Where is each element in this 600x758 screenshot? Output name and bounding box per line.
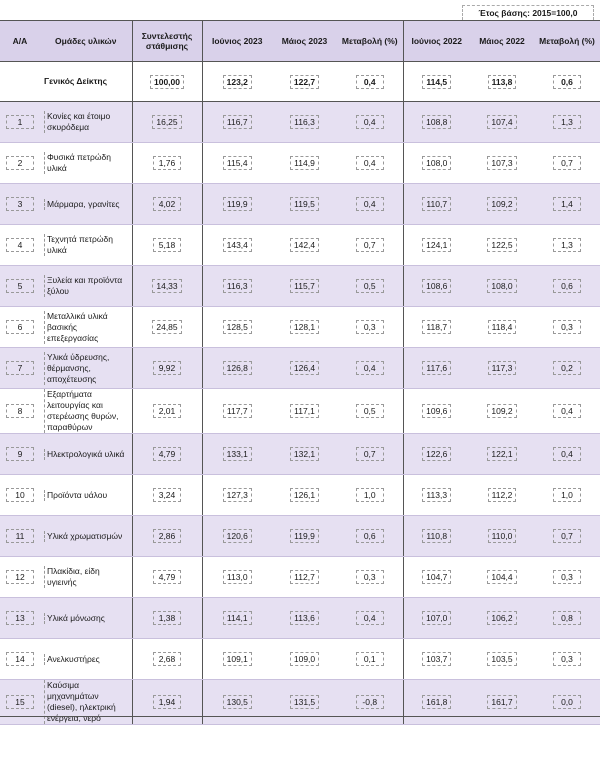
material-group-name: Υλικά χρωματισμών (44, 531, 129, 542)
cell-may-2022: 103,5 (487, 652, 516, 666)
total-may-2023: 122,7 (290, 75, 319, 89)
table-row (0, 225, 600, 266)
cell-weight: 1,94 (153, 695, 181, 709)
material-group-name: Υλικά ύδρευσης, θέρμανσης, αποχέτευσης (44, 352, 129, 385)
cell-june-2022: 103,7 (422, 652, 451, 666)
cell-weight: 9,92 (153, 361, 181, 375)
table-row (0, 680, 600, 725)
cell-change-2022: 0,2 (553, 361, 581, 375)
table-row (0, 184, 600, 225)
cell-june-2022: 117,6 (422, 361, 451, 375)
header-row (0, 21, 600, 62)
header-weight: Συντελεστής στάθμισης (132, 21, 202, 62)
cell-june-2022: 104,7 (422, 570, 451, 584)
total-june-2022: 114,5 (422, 75, 451, 89)
cell-may-2023: 117,1 (290, 404, 319, 418)
row-number: 13 (6, 611, 34, 625)
total-row (0, 62, 600, 102)
row-number: 5 (6, 279, 34, 293)
cell-change-2023: 0,1 (356, 652, 384, 666)
cell-change-2023: 0,5 (356, 279, 384, 293)
cell-may-2022: 122,1 (487, 447, 516, 461)
header-may-2023: Μάιος 2023 (272, 21, 337, 62)
cell-change-2023: 1,0 (356, 488, 384, 502)
cell-june-2023: 119,9 (223, 197, 252, 211)
material-group-name: Μάρμαρα, γρανίτες (44, 199, 129, 210)
cell-june-2023: 130,5 (223, 695, 252, 709)
header-group: Ομάδες υλικών (40, 21, 132, 62)
cell-may-2023: 131,5 (290, 695, 319, 709)
total-change-2022: 0,6 (553, 75, 581, 89)
cell-may-2023: 128,1 (290, 320, 319, 334)
cell-may-2023: 126,1 (290, 488, 319, 502)
total-name: Γενικός Δείκτης (40, 62, 132, 102)
table-row (0, 434, 600, 475)
cell-may-2022: 107,3 (487, 156, 516, 170)
cell-may-2022: 122,5 (487, 238, 516, 252)
cell-change-2022: 0,7 (553, 529, 581, 543)
cell-weight: 2,01 (153, 404, 181, 418)
cell-may-2023: 114,9 (290, 156, 319, 170)
cell-june-2023: 117,7 (223, 404, 252, 418)
cell-may-2022: 118,4 (488, 320, 517, 334)
header-aa: Α/Α (0, 21, 40, 62)
cell-change-2022: 0,0 (553, 695, 581, 709)
table-row (0, 307, 600, 348)
cell-change-2023: -0,8 (356, 695, 384, 709)
cell-june-2022: 109,6 (422, 404, 451, 418)
table-row (0, 516, 600, 557)
cell-change-2023: 0,3 (356, 570, 384, 584)
cell-change-2023: 0,4 (356, 611, 384, 625)
material-group-name: Υλικά μόνωσης (44, 613, 129, 624)
table-row (0, 102, 600, 143)
cell-weight: 3,24 (153, 488, 181, 502)
material-group-name: Ξυλεία και προϊόντα ξύλου (44, 275, 129, 297)
cell-weight: 4,79 (153, 570, 181, 584)
header-june-2023: Ιούνιος 2023 (202, 21, 272, 62)
header-may-2022: Μάιος 2022 (470, 21, 534, 62)
cell-may-2022: 112,2 (488, 488, 517, 502)
cell-june-2022: 108,0 (422, 156, 451, 170)
row-number: 1 (6, 115, 34, 129)
material-group-name: Πλακίδια, είδη υγιεινής (44, 566, 129, 588)
cell-change-2023: 0,3 (356, 320, 384, 334)
table-bottom-rule (0, 716, 600, 717)
cell-june-2022: 113,3 (422, 488, 451, 502)
cell-may-2022: 117,3 (488, 361, 517, 375)
cell-weight: 4,02 (153, 197, 181, 211)
table-row (0, 475, 600, 516)
row-number: 15 (6, 695, 34, 709)
cell-may-2023: 109,0 (290, 652, 319, 666)
cell-may-2023: 112,7 (290, 570, 319, 584)
cell-june-2023: 113,0 (223, 570, 252, 584)
cell-may-2022: 104,4 (487, 570, 516, 584)
cell-change-2022: 0,8 (553, 611, 581, 625)
cell-change-2023: 0,4 (356, 197, 384, 211)
total-change-2023: 0,4 (356, 75, 384, 89)
base-year-note: Έτος βάσης: 2015=100,0 (462, 5, 594, 20)
cell-may-2023: 113,6 (290, 611, 319, 625)
material-group-name: Μεταλλικά υλικά βασικής επεξεργασίας (44, 311, 129, 344)
cell-change-2022: 0,7 (553, 156, 581, 170)
cell-june-2022: 122,6 (422, 447, 451, 461)
total-weight: 100,00 (150, 75, 184, 89)
cell-change-2023: 0,4 (356, 361, 384, 375)
cell-june-2023: 116,3 (223, 279, 252, 293)
cell-june-2023: 133,1 (223, 447, 252, 461)
cell-may-2023: 142,4 (290, 238, 319, 252)
row-number: 2 (6, 156, 34, 170)
cell-may-2023: 119,9 (290, 529, 319, 543)
material-group-name: Καύσιμα μηχανημάτων (diesel), ηλεκτρική ενέργεια, νερό (44, 680, 129, 724)
row-number: 8 (6, 404, 34, 418)
table-row (0, 557, 600, 598)
cell-june-2023: 115,4 (223, 156, 252, 170)
header-june-2022: Ιούνιος 2022 (403, 21, 470, 62)
cell-change-2023: 0,5 (356, 404, 384, 418)
cell-may-2022: 107,4 (487, 115, 516, 129)
cell-weight: 24,85 (152, 320, 181, 334)
cell-june-2022: 108,6 (422, 279, 451, 293)
table-row (0, 348, 600, 389)
cell-change-2022: 0,3 (553, 320, 581, 334)
cell-weight: 2,68 (153, 652, 181, 666)
cell-june-2022: 107,0 (422, 611, 451, 625)
cell-change-2023: 0,6 (356, 529, 384, 543)
cell-june-2022: 124,1 (422, 238, 451, 252)
header-change-2022: Μεταβολή (%) (534, 21, 600, 62)
row-number: 4 (6, 238, 34, 252)
cell-change-2023: 0,4 (356, 156, 384, 170)
cell-may-2022: 109,2 (487, 404, 516, 418)
cell-may-2023: 119,5 (290, 197, 319, 211)
table-row (0, 143, 600, 184)
cell-june-2023: 126,8 (223, 361, 252, 375)
material-group-name: Προϊόντα υάλου (44, 490, 129, 501)
row-number: 9 (6, 447, 34, 461)
cell-may-2022: 109,2 (487, 197, 516, 211)
material-group-name: Ηλεκτρολογικά υλικά (44, 449, 129, 460)
cell-may-2023: 132,1 (290, 447, 319, 461)
cell-may-2022: 110,0 (488, 529, 517, 543)
cell-change-2022: 0,4 (553, 447, 581, 461)
cell-change-2022: 0,3 (553, 570, 581, 584)
cell-june-2023: 143,4 (223, 238, 252, 252)
cell-may-2022: 108,0 (487, 279, 516, 293)
material-group-name: Ανελκυστήρες (44, 654, 129, 665)
cell-change-2022: 0,3 (553, 652, 581, 666)
cell-may-2022: 161,7 (487, 695, 516, 709)
total-aa (0, 62, 40, 102)
cell-june-2023: 114,1 (223, 611, 252, 625)
cell-may-2022: 106,2 (487, 611, 516, 625)
row-number: 3 (6, 197, 34, 211)
cell-change-2023: 0,4 (356, 115, 384, 129)
cell-weight: 5,18 (153, 238, 181, 252)
cell-june-2022: 118,7 (422, 320, 451, 334)
row-number: 7 (6, 361, 34, 375)
material-group-name: Τεχνητά πετρώδη υλικά (44, 234, 129, 256)
index-table (0, 20, 600, 725)
cell-june-2022: 110,8 (422, 529, 451, 543)
cell-change-2023: 0,7 (356, 447, 384, 461)
table-row (0, 266, 600, 307)
cell-change-2023: 0,7 (356, 238, 384, 252)
total-may-2022: 113,8 (488, 75, 517, 89)
row-number: 12 (6, 570, 34, 584)
cell-weight: 1,38 (153, 611, 181, 625)
header-change-2023: Μεταβολή (%) (337, 21, 403, 62)
cell-change-2022: 1,3 (553, 238, 581, 252)
table-row (0, 598, 600, 639)
cell-june-2022: 108,8 (422, 115, 451, 129)
cell-june-2023: 109,1 (223, 652, 252, 666)
cell-may-2023: 115,7 (290, 279, 319, 293)
cell-weight: 14,33 (152, 279, 181, 293)
material-group-name: Φυσικά πετρώδη υλικά (44, 152, 129, 174)
row-number: 14 (6, 652, 34, 666)
cell-weight: 2,86 (153, 529, 181, 543)
material-group-name: Εξαρτήματα λειτουργίας και στερέωσης θυρών, παραθύρων (44, 389, 129, 433)
cell-june-2023: 120,6 (223, 529, 252, 543)
table-row (0, 639, 600, 680)
cell-weight: 1,76 (153, 156, 181, 170)
table-row (0, 389, 600, 434)
cell-may-2023: 126,4 (290, 361, 319, 375)
cell-may-2023: 116,3 (290, 115, 319, 129)
cell-change-2022: 0,6 (553, 279, 581, 293)
cell-change-2022: 0,4 (553, 404, 581, 418)
cell-change-2022: 1,0 (553, 488, 581, 502)
cell-weight: 4,79 (153, 447, 181, 461)
cell-june-2023: 116,7 (223, 115, 252, 129)
cell-weight: 16,25 (152, 115, 181, 129)
row-number: 6 (6, 320, 34, 334)
cell-change-2022: 1,4 (553, 197, 581, 211)
cell-june-2023: 128,5 (223, 320, 252, 334)
material-group-name: Κονίες και έτοιμο σκυρόδεμα (44, 111, 129, 133)
row-number: 11 (6, 529, 34, 543)
cell-june-2022: 161,8 (422, 695, 451, 709)
cell-june-2022: 110,7 (422, 197, 451, 211)
cell-change-2022: 1,3 (553, 115, 581, 129)
row-number: 10 (6, 488, 34, 502)
cell-june-2023: 127,3 (223, 488, 252, 502)
total-june-2023: 123,2 (223, 75, 252, 89)
